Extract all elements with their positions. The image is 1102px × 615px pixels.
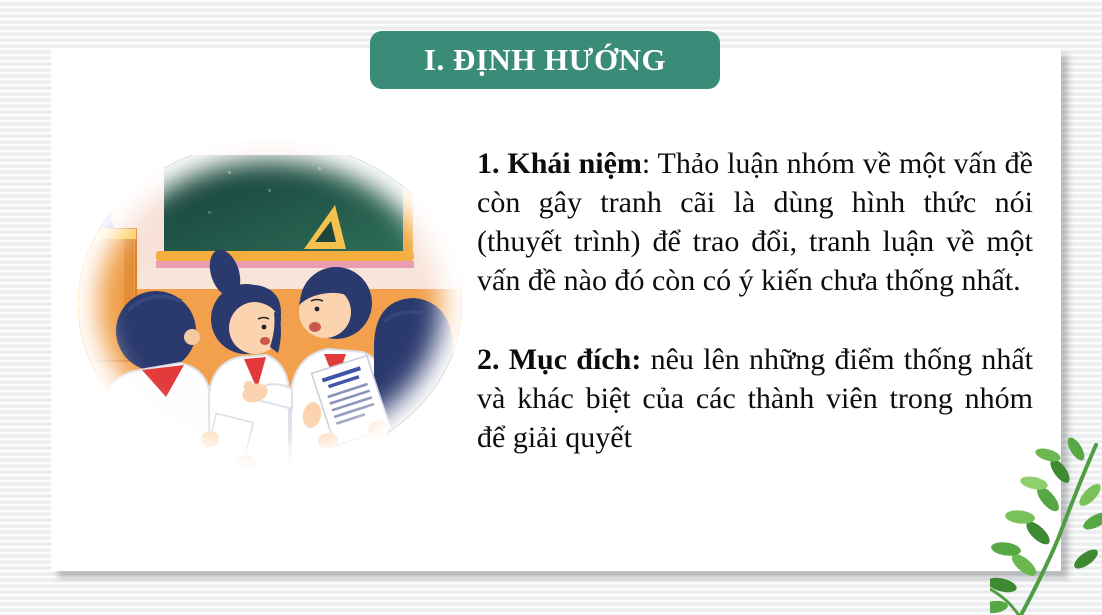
definition-text: : Thảo luận nhóm về một vấn đề còn gây tranh cãi là dùng hình thức nói (thuyết trình) để trao đổi, tranh luận về một vấn đề nào đó còn có ý kiến chưa thống nhất. bbox=[477, 147, 1033, 297]
chalkboard bbox=[156, 155, 414, 268]
page-title: I. ĐỊNH HƯỚNG bbox=[423, 42, 667, 77]
leaf-branch-decoration bbox=[990, 437, 1102, 615]
classroom-illustration bbox=[78, 141, 462, 467]
classroom-scene-svg bbox=[78, 141, 462, 467]
leaf-branch-svg bbox=[990, 437, 1102, 615]
purpose-paragraph bbox=[477, 340, 1033, 457]
header-banner bbox=[370, 31, 720, 89]
purpose-label: 2. Mục đích: bbox=[477, 343, 642, 376]
slide-text-block bbox=[477, 144, 1033, 457]
definition-label: 1. Khái niệm bbox=[477, 147, 642, 180]
purpose-text: nêu lên những điểm thống nhất và khác biệt của các thành viên trong nhóm để giải quyết bbox=[477, 343, 1034, 454]
leaves bbox=[990, 437, 1102, 614]
definition-paragraph bbox=[477, 144, 1033, 300]
